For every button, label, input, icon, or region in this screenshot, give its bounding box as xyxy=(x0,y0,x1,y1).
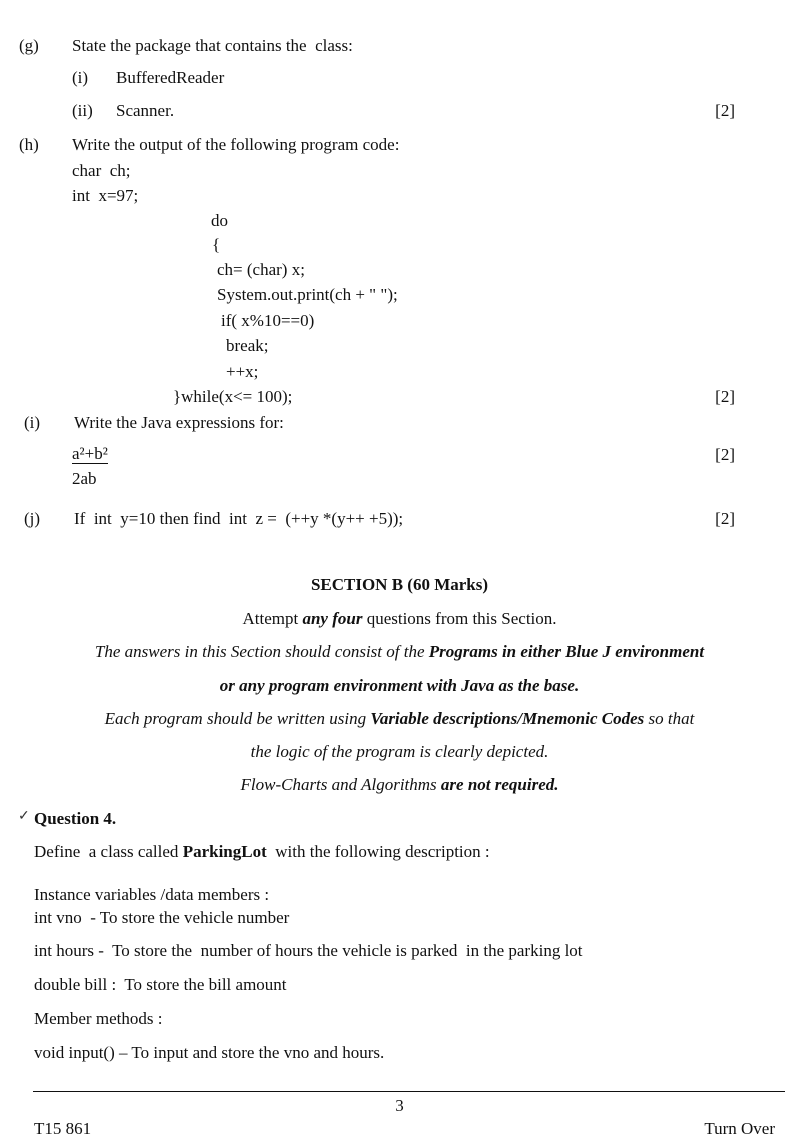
define-line: Define a class called ParkingLot with the following description : xyxy=(34,842,490,861)
question-4-title: Question 4. xyxy=(34,809,117,828)
code-line: }while(x<= 100); xyxy=(173,387,293,406)
q-g-item-ii: Scanner. xyxy=(116,101,175,120)
fraction-denominator: 2ab xyxy=(72,469,97,488)
each-program-line-2: the logic of the program is clearly depicted. xyxy=(250,742,549,761)
answers-line: The answers in this Section should consist of the Programs in either Blue J environment xyxy=(94,642,705,661)
code-line: if( x%10==0) xyxy=(221,311,315,330)
each-program-line: Each program should be written using Variable descriptions/Mnemonic Codes so that xyxy=(104,709,695,728)
turn-over: Turn Over xyxy=(704,1119,775,1138)
footer-rule xyxy=(33,1091,785,1092)
check-mark-icon: ✓ xyxy=(18,809,30,824)
code-line: { xyxy=(212,235,221,254)
code-line: ch= (char) x; xyxy=(217,260,305,279)
q-g-item-i: BufferedReader xyxy=(116,68,225,87)
attempt-line: Attempt any four questions from this Section. xyxy=(242,609,557,628)
q-g-item-ii-label: (ii) xyxy=(72,101,93,120)
page-number: 3 xyxy=(395,1096,404,1115)
q-h-label: (h) xyxy=(19,135,39,154)
q4-line: int hours - To store the number of hours the vehicle is parked in the parking lot xyxy=(34,941,583,960)
q4-line: Instance variables /data members : xyxy=(34,885,270,904)
fraction-numerator: a²+b² xyxy=(72,444,108,463)
q-j-label: (j) xyxy=(24,509,41,528)
answers-line-2: or any program environment with Java as the base. xyxy=(219,676,580,695)
q-g-label: (g) xyxy=(19,36,39,55)
code-line: break; xyxy=(226,336,269,355)
flow-charts-line: Flow-Charts and Algorithms are not required. xyxy=(240,775,559,794)
paper-code: T15 861 xyxy=(34,1119,92,1138)
q-j-text: If int y=10 then find int z = (++y *(y++ +5)); xyxy=(74,509,404,528)
q-i-label: (i) xyxy=(24,413,41,432)
q-g-marks: [2] xyxy=(715,101,735,120)
q4-line: Member methods : xyxy=(34,1009,163,1028)
q4-line: double bill : To store the bill amount xyxy=(34,975,287,994)
q4-line: int vno - To store the vehicle number xyxy=(34,908,290,927)
q-i-text: Write the Java expressions for: xyxy=(74,413,284,432)
q-g-item-i-label: (i) xyxy=(72,68,89,87)
code-line: do xyxy=(211,211,228,230)
section-title: SECTION B (60 Marks) xyxy=(310,575,489,594)
q-h-text: Write the output of the following program code: xyxy=(72,135,400,154)
q4-line: void input() – To input and store the vno and hours. xyxy=(34,1043,385,1062)
q-g-text: State the package that contains the class: xyxy=(72,36,353,55)
q-j-marks: [2] xyxy=(715,509,735,528)
q-i-marks: [2] xyxy=(715,445,735,464)
code-line: System.out.print(ch + " "); xyxy=(217,285,398,304)
q-h-marks: [2] xyxy=(715,387,735,406)
code-line: int x=97; xyxy=(72,186,139,205)
code-line: ++x; xyxy=(226,362,259,381)
code-line: char ch; xyxy=(72,161,131,180)
